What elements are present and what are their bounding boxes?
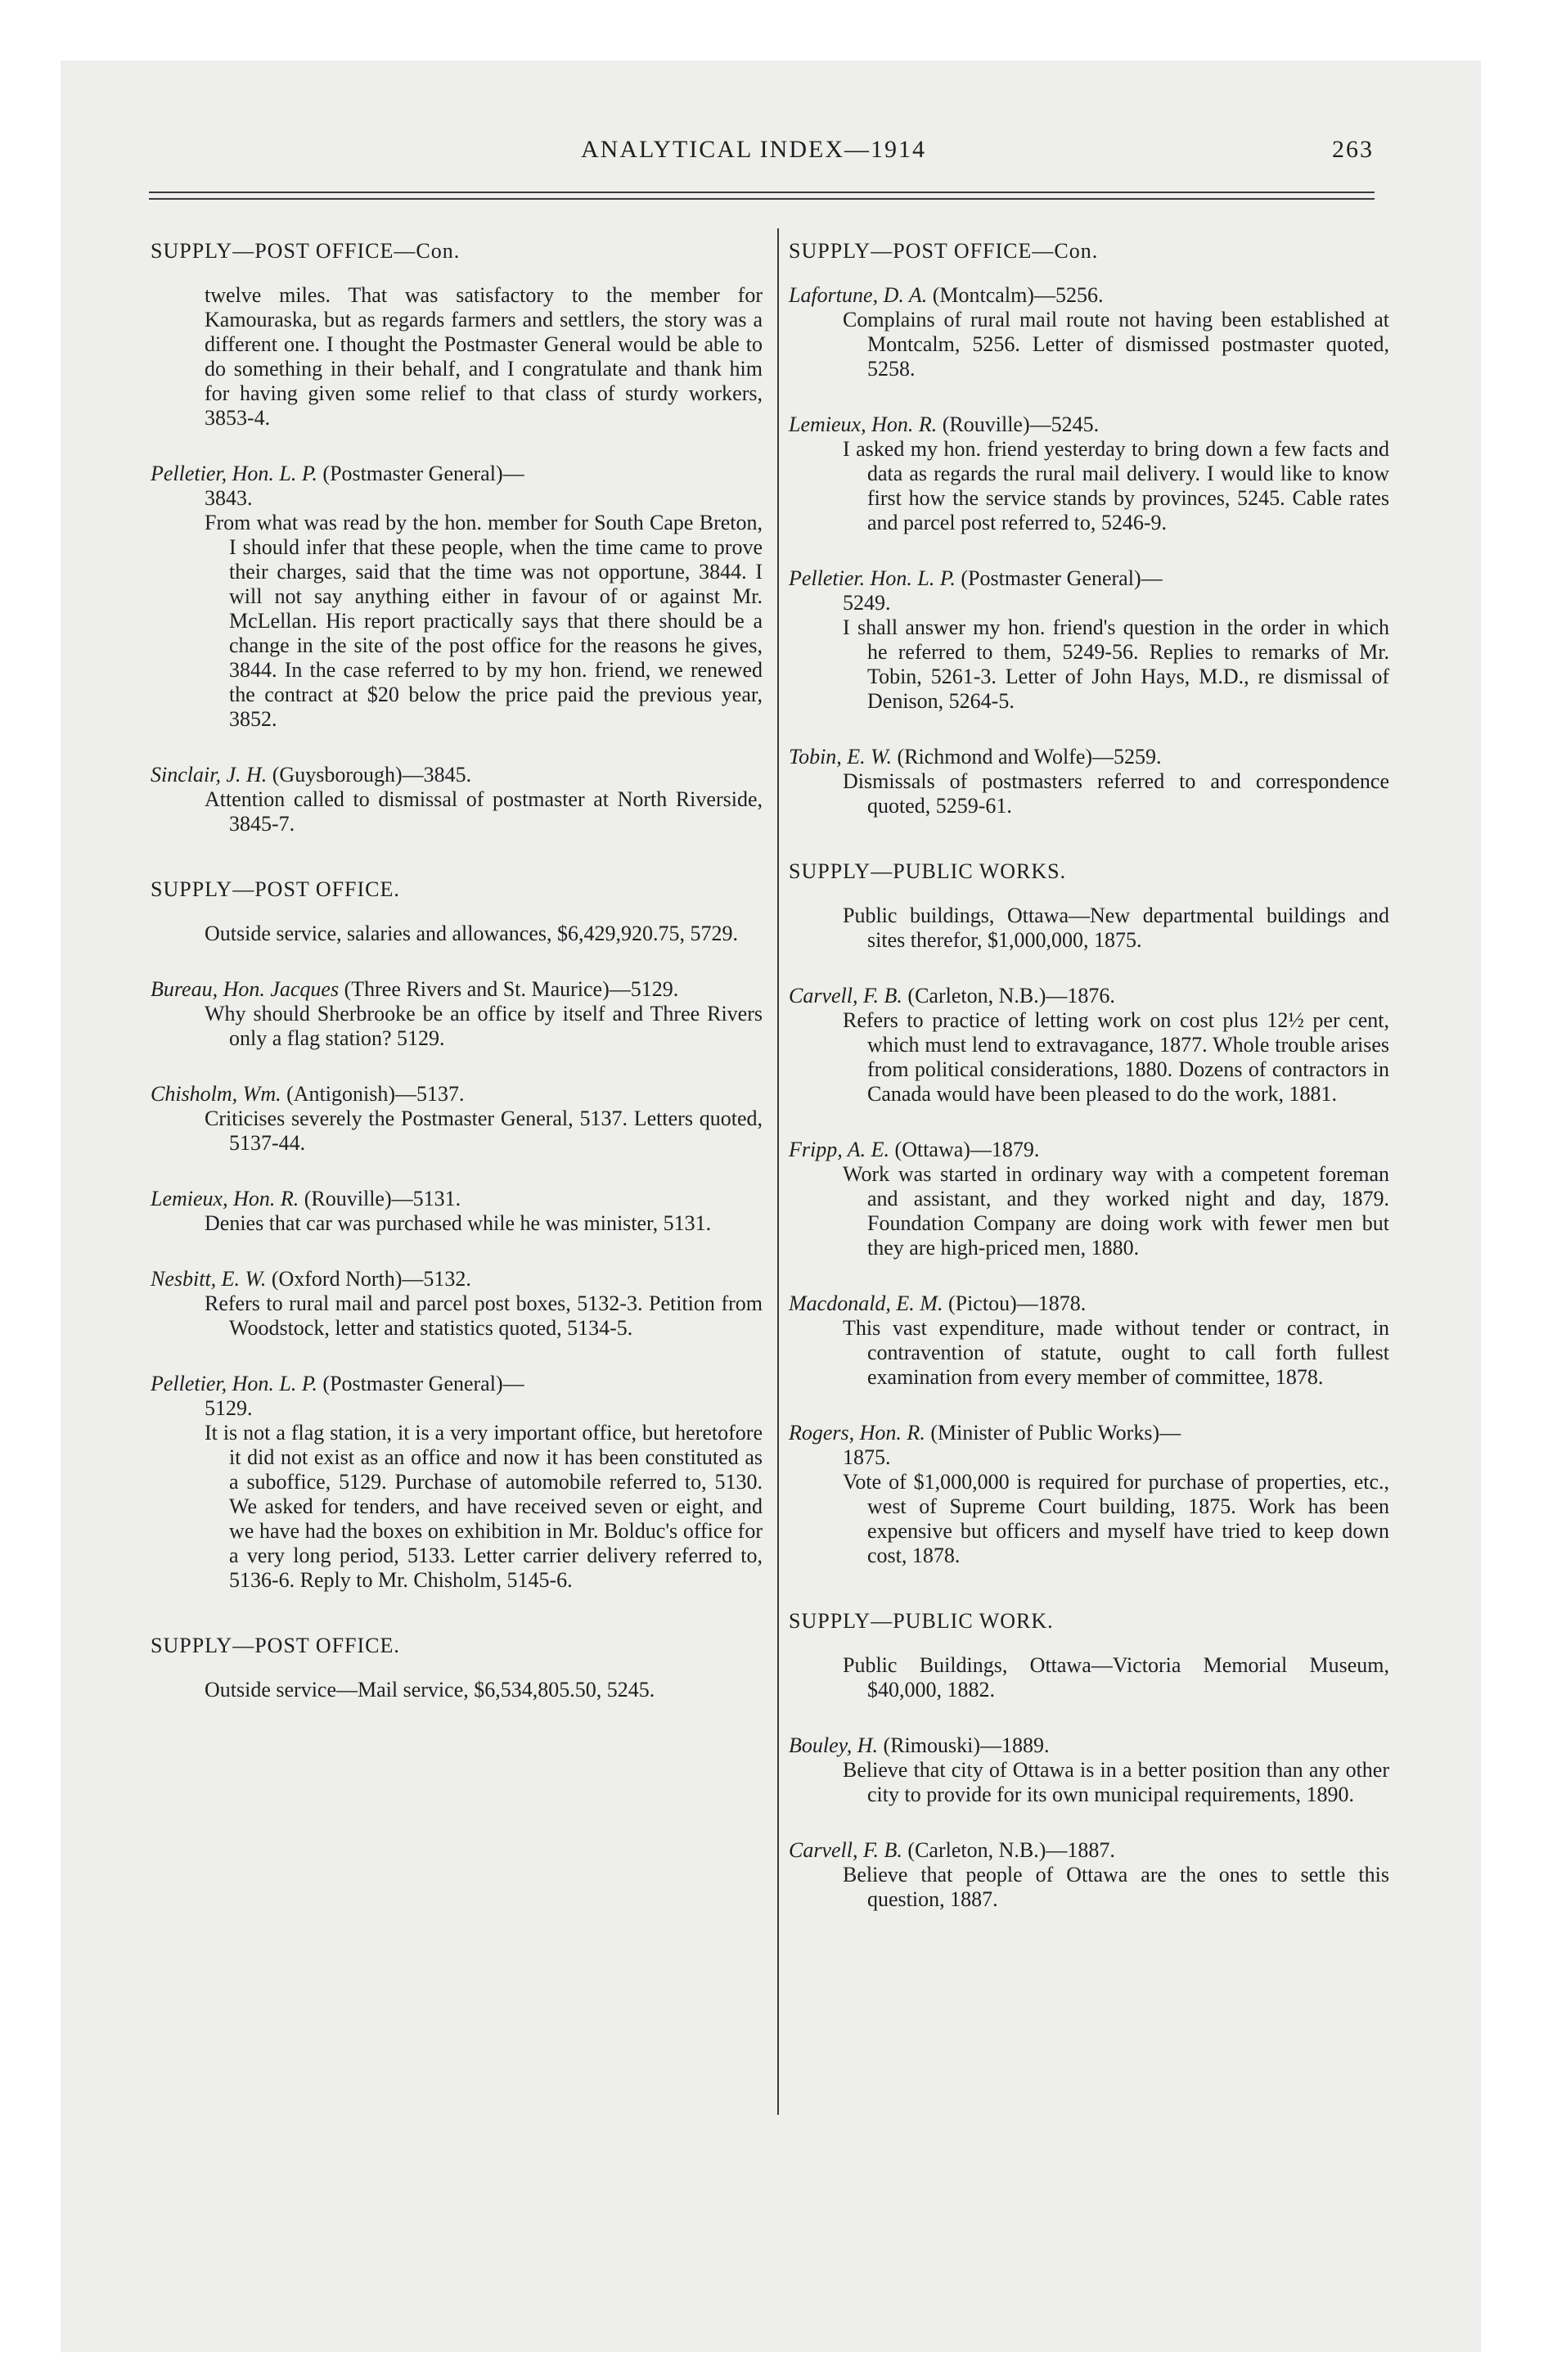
entry-text: Believe that city of Ottawa is in a better position than any other city to provide for its own municipal requirements, 1890. [843, 1758, 1389, 1806]
speaker-line [789, 1291, 1389, 1316]
speaker-name: Lemieux, Hon. R. [789, 412, 938, 436]
page-number: 263 [1332, 136, 1374, 163]
speaker-name: Macdonald, E. M. [789, 1291, 943, 1315]
entry-text: Denies that car was purchased while he was minister, 5131. [205, 1211, 712, 1235]
speaker-name: Pelletier. Hon. L. P. [789, 566, 956, 590]
speaker-line [151, 462, 763, 486]
entry-text: This vast expenditure, made without tender or contract, in contravention of statute, ought to call forth fullest examination from every member of committee, 1878. [843, 1316, 1389, 1389]
speaker-line [789, 1138, 1389, 1162]
speaker-name: Fripp, A. E. [789, 1138, 890, 1161]
entry-text: Why should Sherbrooke be an office by itself and Three Rivers only a flag station? 5129. [205, 1002, 763, 1050]
speaker-line [789, 984, 1389, 1008]
speaker-constituency: (Rouville)—5131. [299, 1187, 461, 1210]
speaker-line [151, 1082, 763, 1107]
header-rule-bottom [149, 198, 1375, 200]
speaker-name: Lemieux, Hon. R. [151, 1187, 299, 1210]
speaker-line [789, 566, 1389, 591]
speaker-name: Tobin, E. W. [789, 745, 892, 769]
speaker-line [151, 1187, 763, 1211]
entry-text: From what was read by the hon. member for South Cape Breton, I should infer that these people, when the time came to prove their charges, said that the time was not opportune, 3844. I will not say anything either in favour of or against Mr. McLellan. His report practically says that there should be a change in the site of the post office for the reasons he gives, 3844. In the case referred to by my hon. friend, we renewed the contract at $20 below the price paid the previous year, 3852. [205, 511, 763, 731]
speaker-constituency: (Richmond and Wolfe)—5259. [891, 745, 1162, 769]
entry-text: Refers to rural mail and parcel post boxes, 5132-3. Petition from Woodstock, letter and statistics quoted, 5134-5. [205, 1291, 763, 1340]
section-heading: SUPPLY—POST OFFICE. [151, 877, 400, 901]
speaker-constituency: (Ottawa)—1879. [889, 1138, 1040, 1161]
vote-text: Public Buildings, Ottawa—Victoria Memorial Museum, $40,000, 1882. [843, 1653, 1389, 1702]
vote-text: Public buildings, Ottawa—New departmental buildings and sites therefor, $1,000,000, 1875. [843, 904, 1389, 952]
column-divider [777, 228, 779, 2115]
section-heading: SUPPLY—POST OFFICE—Con. [151, 239, 461, 263]
speaker-name: Nesbitt, E. W. [151, 1267, 267, 1291]
running-title: ANALYTICAL INDEX—1914 [581, 136, 926, 163]
speaker-line [789, 412, 1389, 437]
speaker-constituency: (Postmaster General)— [317, 1372, 524, 1395]
speaker-constituency: (Pictou)—1878. [943, 1291, 1087, 1315]
section-heading: SUPPLY—POST OFFICE. [151, 1634, 400, 1657]
speaker-name: Pelletier, Hon. L. P. [151, 462, 317, 485]
speaker-name: Rogers, Hon. R. [789, 1421, 925, 1445]
speaker-constituency: (Carleton, N.B.)—1887. [902, 1838, 1115, 1862]
speaker-line [789, 1733, 1389, 1758]
entry-text: Dismissals of postmasters referred to and correspondence quoted, 5259-61. [843, 769, 1389, 818]
speaker-name: Bureau, Hon. Jacques [151, 977, 340, 1001]
speaker-name: Chisholm, Wm. [151, 1082, 281, 1106]
page-reference: 5249. [843, 591, 891, 615]
speaker-constituency: (Rouville)—5245. [937, 412, 1100, 436]
entry-text: Refers to practice of letting work on cost plus 12½ per cent, which must lend to extravagance, 1877. Whole trouble arises from political considerations, 1880. Dozens of contractors in Canada would have been pleased to do the work, 1881. [843, 1008, 1389, 1106]
speaker-constituency: (Montcalm)—5256. [927, 283, 1104, 307]
entry-text: Vote of $1,000,000 is required for purchase of properties, etc., west of Supreme Court building, 1875. Work has been expensive but officers and myself have tried to keep down cost, 1878. [843, 1470, 1389, 1567]
speaker-line [789, 283, 1389, 308]
speaker-line [151, 1372, 763, 1396]
entry-text: Work was started in ordinary way with a competent foreman and assistant, and they worked night and day, 1879. Foundation Company are doing work with fewer men but they are high-priced men, 1880. [843, 1162, 1389, 1260]
entry-text: I asked my hon. friend yesterday to bring down a few facts and data as regards the rural mail delivery. I would like to know first how the service stands by provinces, 5245. Cable rates and parcel post referred to, 5246-9. [843, 437, 1389, 534]
vote-text: Outside service, salaries and allowances, $6,429,920.75, 5729. [205, 922, 739, 945]
speaker-constituency: (Oxford North)—5132. [266, 1267, 471, 1291]
header-rule-top [149, 192, 1375, 193]
page-reference: 5129. [205, 1396, 253, 1420]
speaker-name: Carvell, F. B. [789, 1838, 902, 1862]
section-heading: SUPPLY—POST OFFICE—Con. [789, 239, 1099, 263]
speaker-line [151, 1267, 763, 1291]
speaker-line [151, 977, 763, 1002]
speaker-name: Pelletier, Hon. L. P. [151, 1372, 317, 1395]
scanned-page [61, 61, 1481, 2352]
speaker-name: Carvell, F. B. [789, 984, 902, 1007]
speaker-constituency: (Postmaster General)— [317, 462, 524, 485]
speaker-name: Bouley, H. [789, 1733, 879, 1757]
entry-text: twelve miles. That was satisfactory to the member for Kamouraska, but as regards farmers and settlers, the story was a different one. I thought the Postmaster General would be able to do something in their behalf, and I congratulate and thank him for having given some relief to that class of sturdy workers, 3853-4. [205, 283, 763, 430]
left-column [151, 239, 763, 1702]
entry-text: Attention called to dismissal of postmaster at North Riverside, 3845-7. [205, 787, 763, 836]
speaker-line [789, 1421, 1389, 1445]
speaker-constituency: (Antigonish)—5137. [281, 1082, 465, 1106]
speaker-line [789, 745, 1389, 769]
right-column [789, 239, 1389, 1912]
vote-text: Outside service—Mail service, $6,534,805.50, 5245. [205, 1678, 655, 1702]
page-reference: 1875. [843, 1445, 891, 1469]
entry-text: Criticises severely the Postmaster General, 5137. Letters quoted, 5137-44. [205, 1107, 763, 1155]
entry-text: I shall answer my hon. friend's question in the order in which he referred to them, 5249-56. Replies to remarks of Mr. Tobin, 5261-3. Letter of John Hays, M.D., re dismissal of Denison, 5264-5. [843, 615, 1389, 713]
speaker-name: Lafortune, D. A. [789, 283, 928, 307]
page-reference: 3843. [205, 486, 253, 510]
section-heading: SUPPLY—PUBLIC WORK. [789, 1609, 1054, 1633]
entry-text: It is not a flag station, it is a very important office, but heretofore it did not exist as an office and now it has been constituted as a suboffice, 5129. Purchase of automobile referred to, 5130. We asked for tenders, and have received seven or eight, and we have had the boxes on exhibition in Mr. Bolduc's office for a very long period, 5133. Letter carrier delivery referred to, 5136-6. Reply to Mr. Chisholm, 5145-6. [205, 1421, 763, 1592]
section-heading: SUPPLY—PUBLIC WORKS. [789, 859, 1067, 883]
speaker-constituency: (Rimouski)—1889. [878, 1733, 1050, 1757]
entry-text: Complains of rural mail route not having been established at Montcalm, 5256. Letter of dismissed postmaster quoted, 5258. [843, 308, 1389, 381]
speaker-constituency: (Postmaster General)— [955, 566, 1163, 590]
entry-text: Believe that people of Ottawa are the ones to settle this question, 1887. [843, 1863, 1389, 1911]
speaker-constituency: (Three Rivers and St. Maurice)—5129. [339, 977, 679, 1001]
speaker-constituency: (Guysborough)—3845. [267, 763, 472, 787]
speaker-line [789, 1838, 1389, 1863]
speaker-name: Sinclair, J. H. [151, 763, 268, 787]
speaker-constituency: (Carleton, N.B.)—1876. [902, 984, 1115, 1007]
speaker-constituency: (Minister of Public Works)— [925, 1421, 1181, 1445]
speaker-line [151, 763, 763, 787]
